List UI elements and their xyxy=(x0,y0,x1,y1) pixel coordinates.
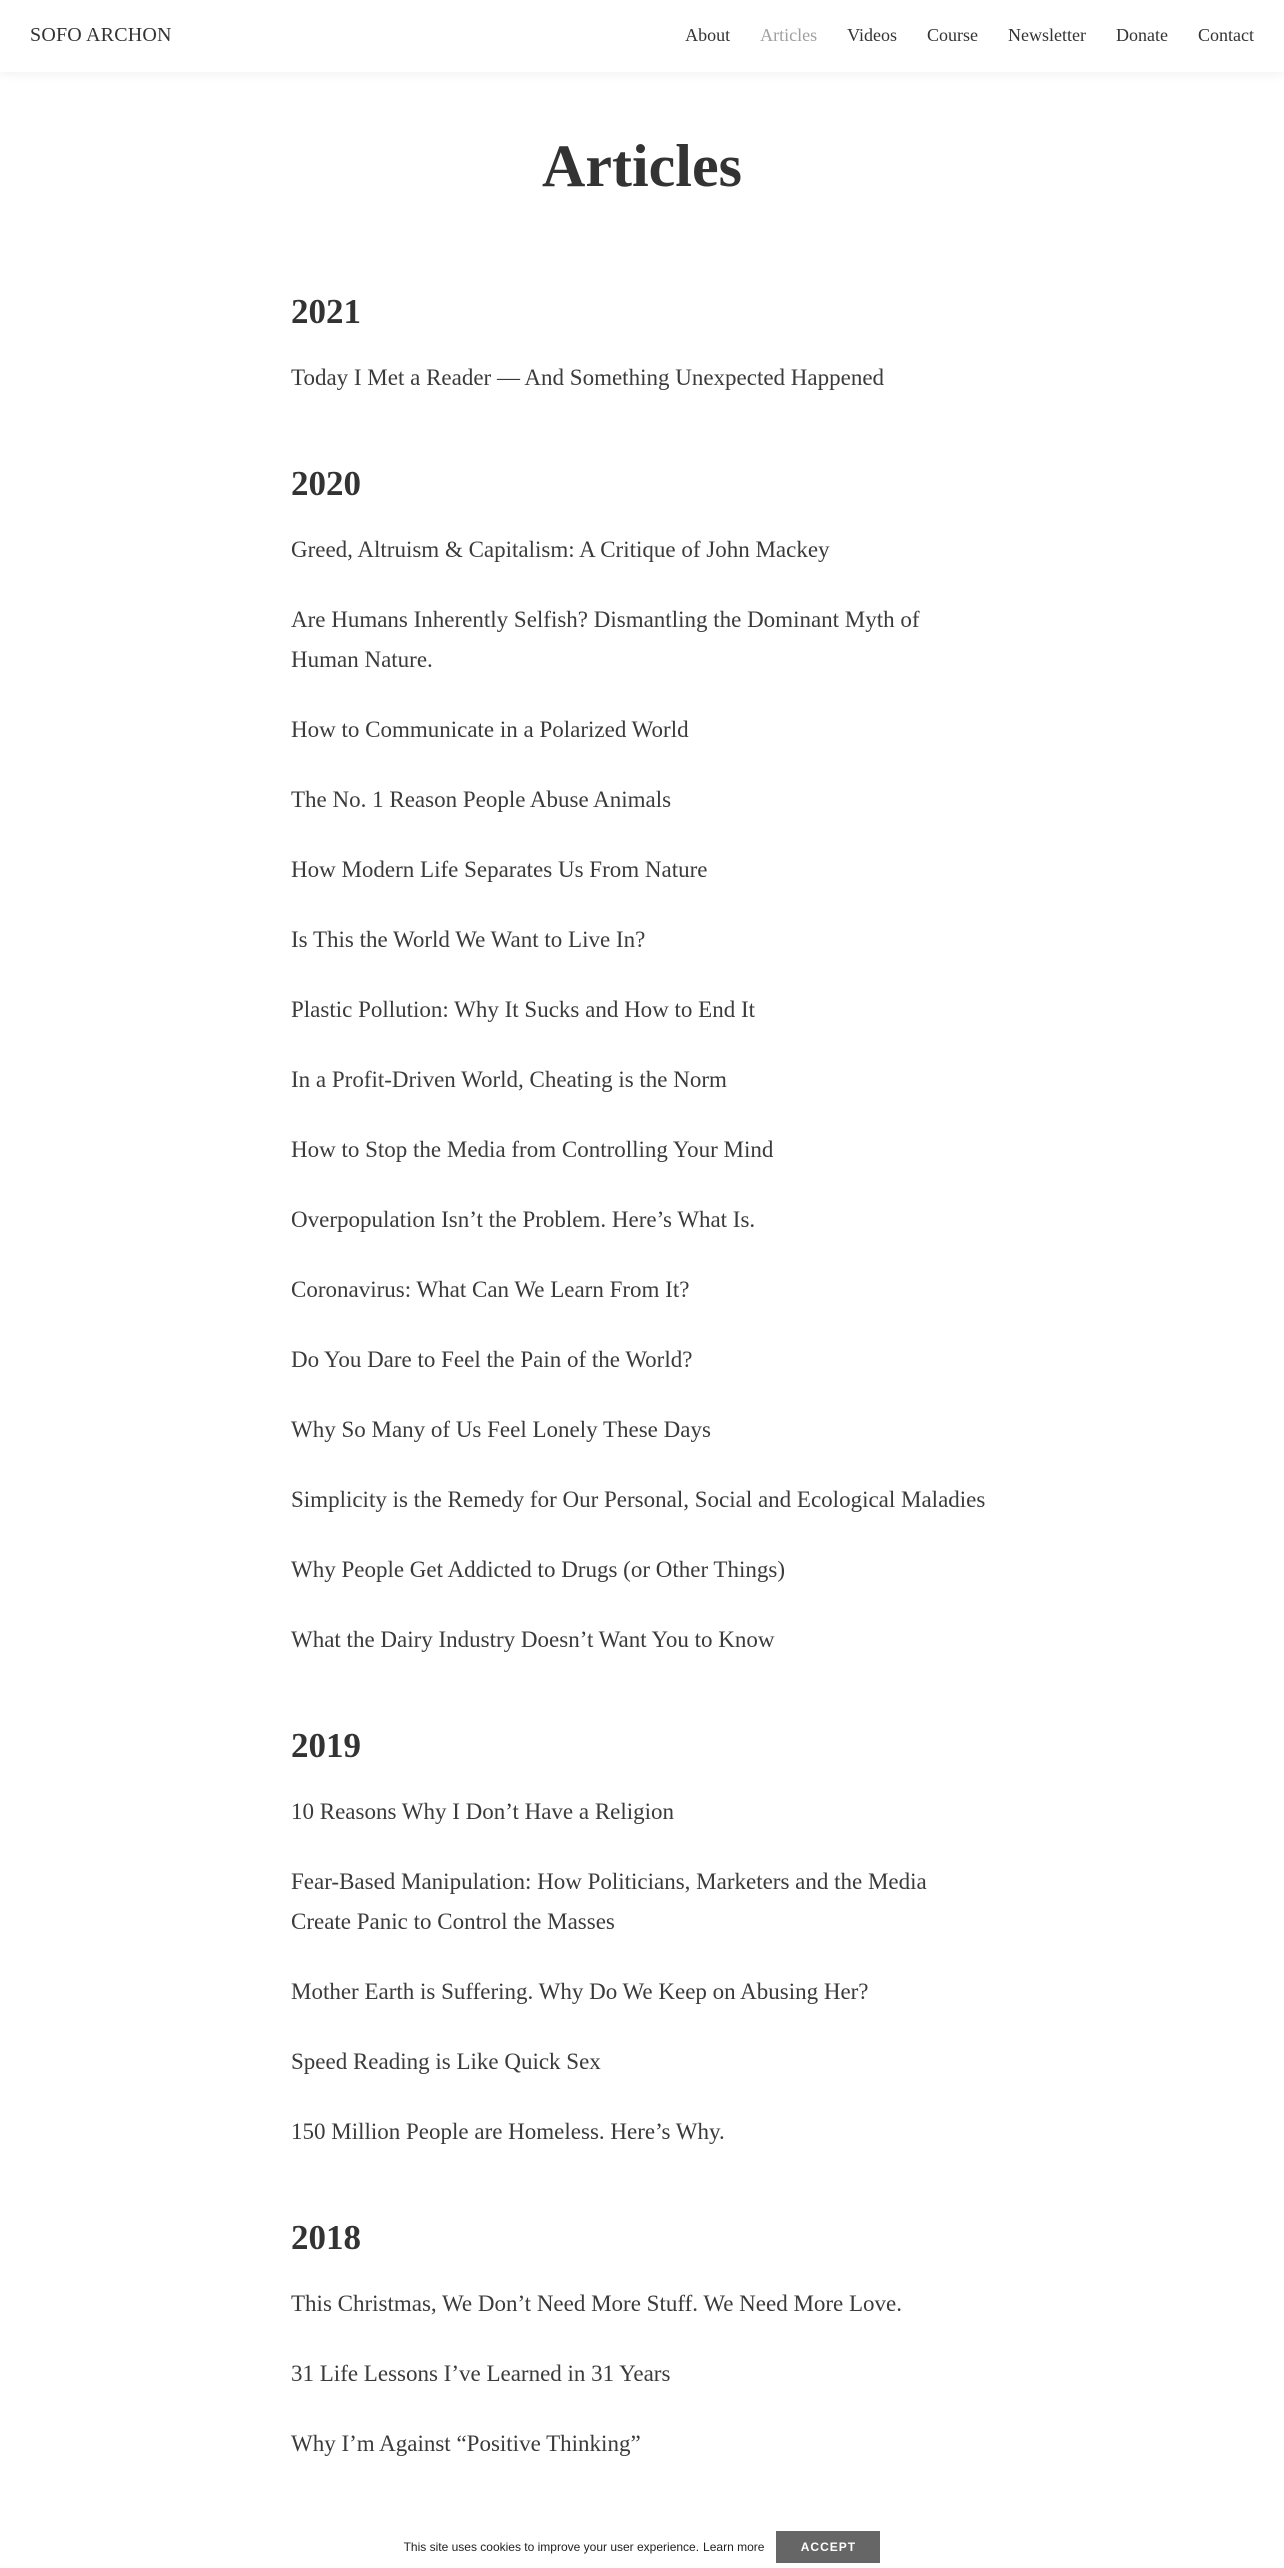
year-section-2018 xyxy=(291,2212,991,2464)
article-link[interactable]: Is This the World We Want to Live In? xyxy=(291,927,646,952)
year-heading: 2021 xyxy=(291,292,361,331)
nav-about[interactable]: About xyxy=(685,25,731,45)
article-link[interactable]: Why People Get Addicted to Drugs (or Other Things) xyxy=(291,1557,785,1582)
year-section-2021 xyxy=(291,286,991,398)
nav-videos[interactable]: Videos xyxy=(847,25,898,45)
article-link[interactable]: Why So Many of Us Feel Lonely These Days xyxy=(291,1417,711,1442)
article-link[interactable]: This Christmas, We Don’t Need More Stuff. We Need More Love. xyxy=(291,2291,903,2316)
list-item xyxy=(291,1792,991,1832)
list-item xyxy=(291,920,991,960)
list-item xyxy=(291,1130,991,1170)
article-link[interactable]: How to Stop the Media from Controlling Your Mind xyxy=(291,1137,774,1162)
year-heading: 2019 xyxy=(291,1726,361,1765)
list-item xyxy=(291,1410,991,1450)
article-link[interactable]: Fear-Based Manipulation: How Politicians, Marketers and the Media Create Panic to Control the Masses xyxy=(291,1869,927,1934)
article-link[interactable]: How to Communicate in a Polarized World xyxy=(291,717,689,742)
list-item xyxy=(291,600,991,680)
article-link[interactable]: In a Profit-Driven World, Cheating is the Norm xyxy=(291,1067,727,1092)
list-item xyxy=(291,850,991,890)
nav-course[interactable]: Course xyxy=(927,25,979,45)
list-item xyxy=(291,990,991,1030)
list-item xyxy=(291,2424,991,2464)
list-item xyxy=(291,2112,991,2152)
list-item xyxy=(291,1480,991,1520)
article-link[interactable]: Coronavirus: What Can We Learn From It? xyxy=(291,1277,690,1302)
article-link[interactable]: Simplicity is the Remedy for Our Personal, Social and Ecological Maladies xyxy=(291,1487,986,1512)
list-item xyxy=(291,1620,991,1660)
article-link[interactable]: Are Humans Inherently Selfish? Dismantling the Dominant Myth of Human Nature. xyxy=(291,607,920,672)
list-item xyxy=(291,358,991,398)
year-section-2019 xyxy=(291,1720,991,2152)
article-link[interactable]: Why I’m Against “Positive Thinking” xyxy=(291,2431,641,2456)
article-link[interactable]: 31 Life Lessons I’ve Learned in 31 Years xyxy=(291,2361,671,2386)
list-item xyxy=(291,1550,991,1590)
list-item xyxy=(291,710,991,750)
list-item xyxy=(291,1862,991,1942)
list-item xyxy=(291,780,991,820)
list-item xyxy=(291,530,991,570)
list-item xyxy=(291,1972,991,2012)
site-logo[interactable]: SOFO ARCHON xyxy=(30,24,172,46)
year-heading: 2020 xyxy=(291,464,361,503)
article-list xyxy=(291,358,991,398)
list-item xyxy=(291,1060,991,1100)
list-item xyxy=(291,2284,991,2324)
article-link[interactable]: 10 Reasons Why I Don’t Have a Religion xyxy=(291,1799,675,1824)
cookie-text: This site uses cookies to improve your user experience. xyxy=(403,2540,700,2554)
article-link[interactable]: What the Dairy Industry Doesn’t Want You to Know xyxy=(291,1627,775,1652)
article-list xyxy=(291,1792,991,2152)
articles-list xyxy=(291,286,991,2524)
article-link[interactable]: Overpopulation Isn’t the Problem. Here’s What Is. xyxy=(291,1207,756,1232)
page-title: Articles xyxy=(542,133,742,199)
cookie-accept-button[interactable]: ACCEPT xyxy=(776,2531,880,2563)
cookie-learn-more-link[interactable]: Learn more xyxy=(703,2540,765,2554)
article-link[interactable]: Mother Earth is Suffering. Why Do We Keep on Abusing Her? xyxy=(291,1979,869,2004)
article-link[interactable]: Do You Dare to Feel the Pain of the World? xyxy=(291,1347,693,1372)
list-item xyxy=(291,2354,991,2394)
article-link[interactable]: Speed Reading is Like Quick Sex xyxy=(291,2049,601,2074)
year-heading: 2018 xyxy=(291,2218,361,2257)
article-link[interactable]: Today I Met a Reader — And Something Unexpected Happened xyxy=(291,365,885,390)
list-item xyxy=(291,1200,991,1240)
nav-articles[interactable]: Articles xyxy=(760,25,818,45)
article-list xyxy=(291,530,991,1660)
main-nav xyxy=(655,25,1254,46)
nav-contact[interactable]: Contact xyxy=(1198,25,1254,45)
list-item xyxy=(291,1340,991,1380)
nav-newsletter[interactable]: Newsletter xyxy=(1008,25,1087,45)
article-link[interactable]: The No. 1 Reason People Abuse Animals xyxy=(291,787,672,812)
cookie-banner xyxy=(0,2526,1284,2568)
nav-donate[interactable]: Donate xyxy=(1116,25,1168,45)
site-header xyxy=(0,0,1284,72)
article-link[interactable]: Greed, Altruism & Capitalism: A Critique of John Mackey xyxy=(291,537,830,562)
list-item xyxy=(291,1270,991,1310)
year-section-2020 xyxy=(291,458,991,1660)
article-link[interactable]: 150 Million People are Homeless. Here’s Why. xyxy=(291,2119,725,2144)
article-link[interactable]: How Modern Life Separates Us From Nature xyxy=(291,857,708,882)
article-list xyxy=(291,2284,991,2464)
article-link[interactable]: Plastic Pollution: Why It Sucks and How to End It xyxy=(291,997,756,1022)
list-item xyxy=(291,2042,991,2082)
